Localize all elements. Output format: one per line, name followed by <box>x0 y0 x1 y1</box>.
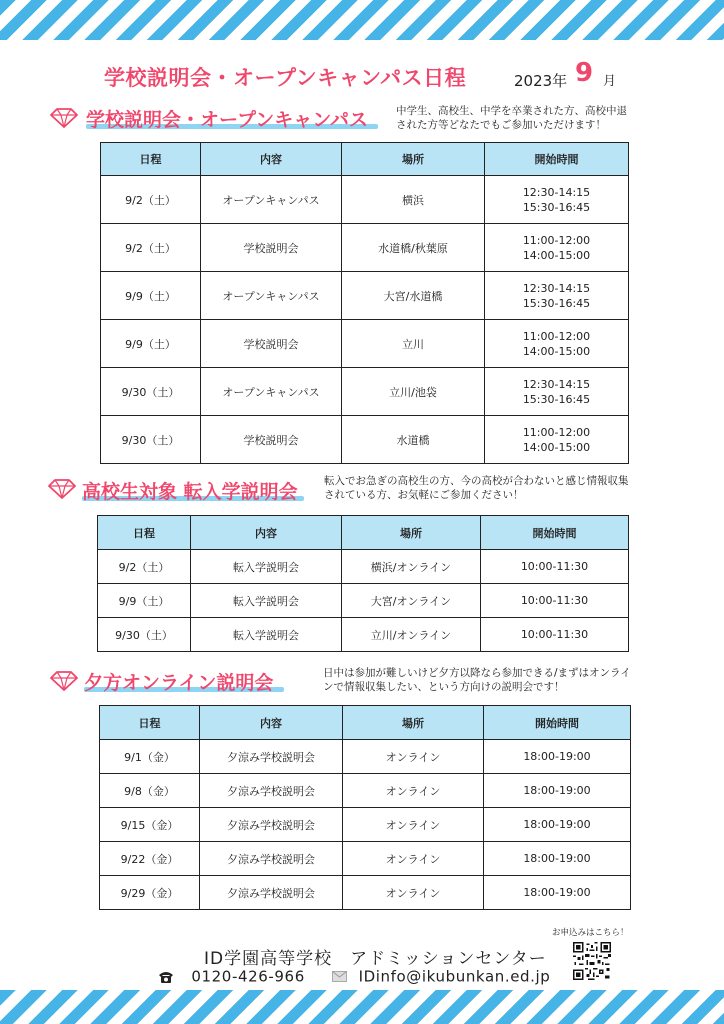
table-row <box>101 320 629 368</box>
column-header-time: 開始時間 <box>484 706 631 740</box>
cell-date: 9/29（金） <box>100 876 200 910</box>
cell-date: 9/30（土） <box>101 368 201 416</box>
cell-content: オープンキャンパス <box>201 176 342 224</box>
title-year: 2023年 <box>514 72 568 90</box>
cell-place: オンライン <box>343 808 484 842</box>
cell-time <box>485 272 629 320</box>
cell-date: 9/22（金） <box>100 842 200 876</box>
cell-place: 水道橋 <box>342 416 485 464</box>
column-header-place: 場所 <box>342 143 485 176</box>
cell-content: 学校説明会 <box>201 320 342 368</box>
cell-content: 夕涼み学校説明会 <box>200 740 343 774</box>
table-header-row <box>100 706 631 740</box>
cell-time: 10:00-11:30 <box>481 618 629 652</box>
qr-code[interactable] <box>573 942 611 980</box>
cell-place: 横浜/オンライン <box>342 550 481 584</box>
diamond-icon <box>50 671 78 691</box>
cell-date: 9/9（土） <box>98 584 191 618</box>
bottom-stripe-border <box>0 990 724 1024</box>
column-header-time: 開始時間 <box>481 516 629 550</box>
column-header-date: 日程 <box>100 706 200 740</box>
cell-place: 立川/池袋 <box>342 368 485 416</box>
table-row <box>100 774 631 808</box>
cell-content: 転入学説明会 <box>191 550 342 584</box>
cell-content: 転入学説明会 <box>191 584 342 618</box>
section-description <box>396 104 627 132</box>
table-row <box>101 224 629 272</box>
cell-date: 9/1（金） <box>100 740 200 774</box>
top-stripe-border <box>0 0 724 40</box>
time-slot: 12:30-14:15 <box>522 185 591 199</box>
time-slot: 11:00-12:00 <box>522 425 591 439</box>
table-row <box>101 368 629 416</box>
cell-place: オンライン <box>343 774 484 808</box>
phone-icon <box>158 970 174 984</box>
cell-date: 9/2（土） <box>98 550 191 584</box>
cell-place: オンライン <box>343 842 484 876</box>
cell-time: 18:00-19:00 <box>484 774 631 808</box>
table-row <box>98 550 629 584</box>
column-header-content: 内容 <box>200 706 343 740</box>
column-header-content: 内容 <box>201 143 342 176</box>
time-slot: 11:00-12:00 <box>522 233 591 247</box>
section-description-line: 日中は参加が難しいけど夕方以降なら参加できる/まずはオンライ <box>323 667 631 679</box>
cell-date: 9/2（土） <box>101 224 201 272</box>
diamond-icon <box>48 479 76 499</box>
cell-time: 18:00-19:00 <box>484 740 631 774</box>
title-month-suffix: 月 <box>603 74 617 89</box>
cell-time <box>485 320 629 368</box>
cell-date: 9/9（土） <box>101 272 201 320</box>
section-description-line: 転入でお急ぎの高校生の方、今の高校が合わないと感じ情報収集 <box>324 475 629 487</box>
time-slot: 15:30-16:45 <box>522 392 591 406</box>
table-row <box>101 416 629 464</box>
column-header-content: 内容 <box>191 516 342 550</box>
cell-time <box>485 416 629 464</box>
section-title: 高校生対象 転入学説明会 <box>82 481 298 503</box>
cell-date: 9/8（金） <box>100 774 200 808</box>
table-row <box>100 842 631 876</box>
cell-content: 学校説明会 <box>201 224 342 272</box>
time-slot: 15:30-16:45 <box>522 200 591 214</box>
cell-content: 夕涼み学校説明会 <box>200 842 343 876</box>
table-header-row <box>101 143 629 176</box>
cell-content: オープンキャンパス <box>201 272 342 320</box>
table-row <box>100 876 631 910</box>
transfer-schedule-table <box>97 515 629 652</box>
section-description <box>323 666 631 694</box>
table-row <box>100 808 631 842</box>
cell-time <box>485 368 629 416</box>
cell-date: 9/9（土） <box>101 320 201 368</box>
table-row <box>101 176 629 224</box>
cell-date: 9/30（土） <box>98 618 191 652</box>
cell-date: 9/15（金） <box>100 808 200 842</box>
phone-number[interactable]: 0120-426-966 <box>191 967 305 986</box>
cell-time: 10:00-11:30 <box>481 584 629 618</box>
column-header-time: 開始時間 <box>485 143 629 176</box>
cell-place: 立川 <box>342 320 485 368</box>
contact-line <box>158 967 550 986</box>
section-evening-online-header <box>0 667 724 710</box>
diamond-icon <box>50 108 78 128</box>
table-row <box>101 272 629 320</box>
cell-content: 夕涼み学校説明会 <box>200 808 343 842</box>
section-open-campus-header <box>0 104 724 144</box>
table-row <box>98 618 629 652</box>
cell-time <box>485 224 629 272</box>
cell-place: 立川/オンライン <box>342 618 481 652</box>
time-slot: 14:00-15:00 <box>522 440 591 454</box>
section-description-line: されている方、お気軽にご参加ください！ <box>324 489 524 501</box>
cell-date: 9/30（土） <box>101 416 201 464</box>
time-slot: 14:00-15:00 <box>522 344 591 358</box>
cell-place: オンライン <box>343 876 484 910</box>
qr-label: お申込みはこちら！ <box>552 928 629 938</box>
column-header-place: 場所 <box>343 706 484 740</box>
section-description-line: された方等どなたでもご参加いただけます！ <box>396 119 606 131</box>
cell-place: 大宮/オンライン <box>342 584 481 618</box>
time-slot: 12:30-14:15 <box>522 281 591 295</box>
cell-content: オープンキャンパス <box>201 368 342 416</box>
cell-time: 18:00-19:00 <box>484 876 631 910</box>
table-row <box>100 740 631 774</box>
cell-place: 大宮/水道橋 <box>342 272 485 320</box>
cell-content: 転入学説明会 <box>191 618 342 652</box>
column-header-date: 日程 <box>98 516 191 550</box>
time-slot: 11:00-12:00 <box>522 329 591 343</box>
open-campus-schedule-table <box>100 142 629 464</box>
column-header-date: 日程 <box>101 143 201 176</box>
cell-place: 横浜 <box>342 176 485 224</box>
email-address[interactable]: IDinfo@ikubunkan.ed.jp <box>358 967 551 986</box>
cell-content: 夕涼み学校説明会 <box>200 876 343 910</box>
cell-content: 夕涼み学校説明会 <box>200 774 343 808</box>
table-header-row <box>98 516 629 550</box>
cell-time: 18:00-19:00 <box>484 842 631 876</box>
school-name: ID学園高等学校 アドミッションセンター <box>204 949 547 969</box>
cell-place: 水道橋/秋葉原 <box>342 224 485 272</box>
cell-place: オンライン <box>343 740 484 774</box>
section-title: 学校説明会・オープンキャンパス <box>86 109 368 131</box>
table-row <box>98 584 629 618</box>
section-description-line: 中学生、高校生、中学を卒業された方、高校中退 <box>396 105 627 117</box>
cell-content: 学校説明会 <box>201 416 342 464</box>
column-header-place: 場所 <box>342 516 481 550</box>
section-title: 夕方オンライン説明会 <box>84 672 274 694</box>
mail-icon <box>332 971 347 982</box>
cell-time: 10:00-11:30 <box>481 550 629 584</box>
title-month: 9 <box>575 58 594 88</box>
page-header <box>0 58 724 98</box>
page-title: 学校説明会・オープンキャンパス日程 <box>104 66 467 90</box>
cell-time <box>485 176 629 224</box>
section-description <box>324 474 629 502</box>
time-slot: 14:00-15:00 <box>522 248 591 262</box>
time-slot: 12:30-14:15 <box>522 377 591 391</box>
evening-online-schedule-table <box>99 705 631 910</box>
section-description-line: ンで情報収集したい、という方向けの説明会です！ <box>323 681 565 693</box>
time-slot: 15:30-16:45 <box>522 296 591 310</box>
cell-time: 18:00-19:00 <box>484 808 631 842</box>
section-transfer-header <box>0 475 724 518</box>
cell-date: 9/2（土） <box>101 176 201 224</box>
